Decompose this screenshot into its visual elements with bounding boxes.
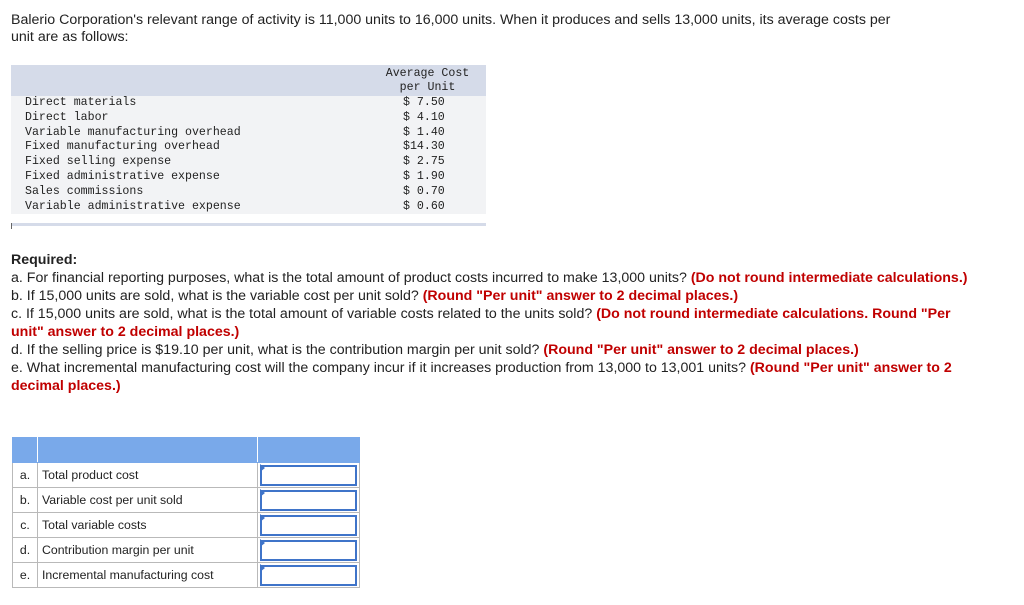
cost-row-value: $14.30 [369, 140, 486, 155]
requirement-d [11, 341, 971, 359]
input-marker-icon [260, 489, 265, 497]
requirement-b-note: (Round "Per unit" answer to 2 decimal places.) [422, 288, 739, 304]
requirement-b [11, 287, 971, 305]
cost-row-value: $ 0.70 [369, 185, 486, 200]
cost-row [11, 111, 486, 126]
cost-row-label: Fixed selling expense [11, 155, 369, 170]
answer-letter: e. [13, 563, 38, 588]
answer-label: Contribution margin per unit [38, 538, 258, 563]
requirement-a-text: a. For financial reporting purposes, what is the total amount of product costs incurred to make 13,000 units? [11, 270, 687, 286]
cost-row-value: $ 1.40 [369, 126, 486, 141]
answer-letter: a. [13, 463, 38, 488]
cost-row [11, 96, 486, 111]
answer-header-cell [13, 438, 38, 463]
answer-cell [258, 513, 360, 538]
cost-row [11, 170, 486, 185]
requirement-e-note: (Round "Per unit" answer to 2 decimal places.) [11, 360, 952, 394]
cost-table [11, 65, 486, 217]
answer-label: Variable cost per unit sold [38, 488, 258, 513]
answer-header-cell [258, 438, 360, 463]
cost-table-header-average-cost [369, 65, 486, 96]
requirement-b-text: b. If 15,000 units are sold, what is the variable cost per unit sold? [11, 288, 419, 304]
answer-letter: c. [13, 513, 38, 538]
input-marker-icon [260, 564, 265, 572]
cost-row [11, 200, 486, 216]
header-line2: per Unit [399, 81, 456, 94]
cost-row-label: Direct materials [11, 96, 369, 111]
required-section [11, 251, 971, 395]
cost-row-label: Sales commissions [11, 185, 369, 200]
requirement-e [11, 359, 971, 395]
requirement-a-note: (Do not round intermediate calculations.) [690, 270, 968, 286]
answer-cell [258, 563, 360, 588]
cost-table-header [11, 65, 486, 96]
cost-table-divider [11, 223, 486, 226]
answer-input-incremental-cost[interactable] [260, 565, 357, 586]
input-marker-icon [260, 464, 265, 472]
answer-row [13, 538, 360, 563]
answer-cell [258, 488, 360, 513]
cost-row-label: Variable manufacturing overhead [11, 126, 369, 141]
cost-table-tick [11, 223, 12, 229]
answer-row [13, 463, 360, 488]
cost-row [11, 140, 486, 155]
cost-row-value: $ 4.10 [369, 111, 486, 126]
answer-cell [258, 538, 360, 563]
input-marker-icon [260, 514, 265, 522]
requirement-d-note: (Round "Per unit" answer to 2 decimal places.) [543, 342, 859, 358]
requirement-c [11, 305, 971, 341]
answer-input-contribution-margin[interactable] [260, 540, 357, 561]
answer-label: Incremental manufacturing cost [38, 563, 258, 588]
answer-table-header [13, 438, 360, 463]
cost-row-label: Fixed manufacturing overhead [11, 140, 369, 155]
cost-row-label: Variable administrative expense [11, 200, 369, 216]
answer-label: Total variable costs [38, 513, 258, 538]
cost-table-header-blank [11, 65, 369, 96]
answer-row [13, 563, 360, 588]
cost-row-value: $ 0.60 [369, 200, 486, 216]
answer-label: Total product cost [38, 463, 258, 488]
cost-row [11, 185, 486, 200]
cost-row-value: $ 1.90 [369, 170, 486, 185]
answer-input-variable-cost-per-unit[interactable] [260, 490, 357, 511]
cost-row [11, 126, 486, 141]
answer-row [13, 488, 360, 513]
cost-row-value: $ 2.75 [369, 155, 486, 170]
header-line1: Average Cost [385, 67, 470, 80]
cost-row-label: Fixed administrative expense [11, 170, 369, 185]
answer-input-total-product-cost[interactable] [260, 465, 357, 486]
answer-letter: d. [13, 538, 38, 563]
answer-input-total-variable-costs[interactable] [260, 515, 357, 536]
requirement-e-text: e. What incremental manufacturing cost will the company incur if it increases production from 13,000 to 13,001 units? [11, 360, 746, 376]
requirement-c-text: c. If 15,000 units are sold, what is the total amount of variable costs related to the units sold? [11, 306, 593, 322]
required-heading: Required: [11, 252, 78, 268]
requirement-d-text: d. If the selling price is $19.10 per unit, what is the contribution margin per unit sold? [11, 342, 540, 358]
answer-row [13, 513, 360, 538]
requirement-c-note: (Do not round intermediate calculations. Round "Per unit" answer to 2 decimal places.) [11, 306, 951, 340]
answer-table [12, 437, 360, 588]
requirement-a [11, 269, 971, 287]
cost-row-label: Direct labor [11, 111, 369, 126]
problem-intro: Balerio Corporation's relevant range of activity is 11,000 units to 16,000 units. When it produces and sells 13,000 units, its average costs per unit are as follows: [11, 12, 891, 45]
cost-row [11, 155, 486, 170]
input-marker-icon [260, 539, 265, 547]
answer-header-cell [38, 438, 258, 463]
cost-row-value: $ 7.50 [369, 96, 486, 111]
answer-letter: b. [13, 488, 38, 513]
answer-cell [258, 463, 360, 488]
